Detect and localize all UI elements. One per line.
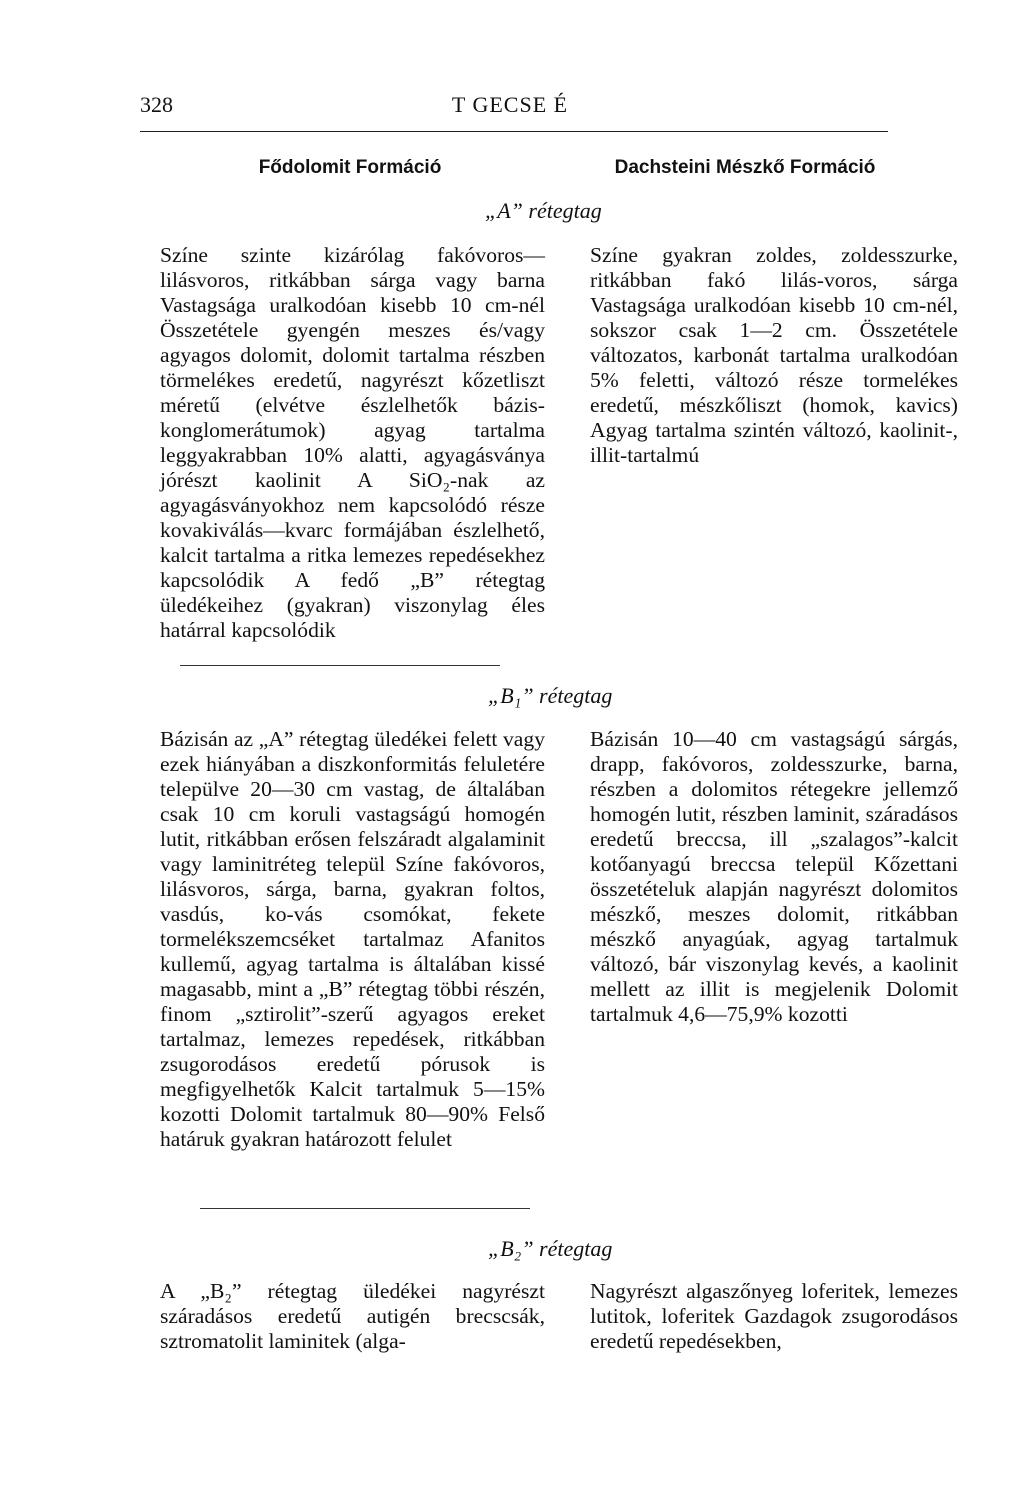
section-a-right-paragraph: Színe gyakran zoldes, zoldesszurke, ritkábban fakó lilás-voros, sárga Vastagsága uralkodóan kisebb 10 cm-nél, sokszor csak 1—2 cm. Összetétele változatos, karbonát tartalma uralkodóan 5% feletti, változó része tormelékes eredetű, mészkőliszt (homok, kavics) Agyag tartalma szintén változó, kaolinit-, illit-tartalmú	[590, 243, 958, 467]
header-rule	[140, 131, 888, 132]
section-b2-right-paragraph: Nagyrészt algaszőnyeg loferitek, lemezes lutitok, loferitek Gazdagok zsugorodásos eredetű repedésekben,	[590, 1279, 958, 1353]
section-b1-title: „B₁” rétegtag	[488, 683, 613, 708]
section-b1-left-paragraph: Bázisán az „A” rétegtag üledékei felett vagy ezek hiányában a diszkonformitás feluletére települve 20—30 cm vastag, de általában csak 10 cm koruli vastagságú homogén lutit, ritkábban erősen felszáradt algalaminit vagy laminitréteg települ Színe fakóvoros, lilásvoros, sárga, barna, gyakran foltos, vasdús, ko-vás csomókat, fekete tormelékszemcséket tartalmaz Afanitos kullemű, agyag tartalma is általában kissé magasabb, mint a „B” rétegtag többi részén, finom „sztirolit”-szerű agyagos ereket tartalmaz, lemezes repedések, ritkábban zsugorodásos eredetű pórusok is megfigyelhetők Kalcit tartalmuk 5—15% kozotti Dolomit tartalmuk 80—90% Felső határuk gyakran határozott felulet	[160, 727, 545, 1151]
section-a-left-text	[160, 243, 545, 643]
running-head: T GECSE É	[451, 92, 569, 117]
section-b1-right-text	[590, 727, 958, 1027]
section-b2-left-text	[160, 1279, 545, 1354]
left-column-heading: Fődolomit Formáció	[258, 157, 442, 178]
section-b1-right-paragraph: Bázisán 10—40 cm vastagságú sárgás, drapp, fakóvoros, zoldesszurke, barna, részben a dolomitos rétegekre jellemző homogén lutit, részben laminit, száradásos eredetű breccsa, ill „szalagos”-kalcit kotőanyagú breccsa települ Kőzettani összetételuk alapján nagyrészt dolomitos mészkő, meszes dolomit, ritkábban mészkő anyagúak, agyag tartalmuk változó, bár viszonylag kevés, a kaolinit mellett az illit is megjelenik Dolomit tartalmuk 4,6—75,9% kozotti	[590, 727, 958, 1026]
section-b1-left-text	[160, 727, 545, 1152]
page-number: 328	[140, 92, 173, 117]
right-column-heading: Dachsteini Mészkő Formáció	[614, 157, 876, 178]
section-b2-title: „B₂” rétegtag	[488, 1236, 613, 1261]
section-a-title: „A” rétegtag	[485, 198, 602, 223]
section-a-end-rule	[180, 665, 500, 666]
section-b1-end-rule	[200, 1208, 530, 1209]
section-b2-right-text	[590, 1279, 958, 1354]
section-a-left-paragraph: Színe szinte kizárólag fakóvoros—lilásvoros, ritkábban sárga vagy barna Vastagsága uralkodóan kisebb 10 cm-nél Összetétele gyengén meszes és/vagy agyagos dolomit, dolomit tartalma részben törmelékes eredetű, nagyrészt kőzetliszt méretű (elvétve észlelhetők báziskonglomerátumok) agyag tartalma leggyakrabban 10% alatti, agyagásványa jórészt kaolinit A SiO₂-nak az agyagásványokhoz nem kapcsolódó része kovakiválás—kvarc formájában észlelhető, kalcit tartalma a ritka lemezes repedésekhez kapcsolódik A fedő „B” rétegtag üledékeihez (gyakran) viszonylag éles határral kapcsolódik	[160, 243, 545, 642]
section-b2-left-paragraph: A „B₂” rétegtag üledékei nagyrészt száradásos eredetű autigén brecscsák, sztromatolit laminitek (alga-	[160, 1279, 545, 1353]
section-a-right-text	[590, 243, 958, 468]
